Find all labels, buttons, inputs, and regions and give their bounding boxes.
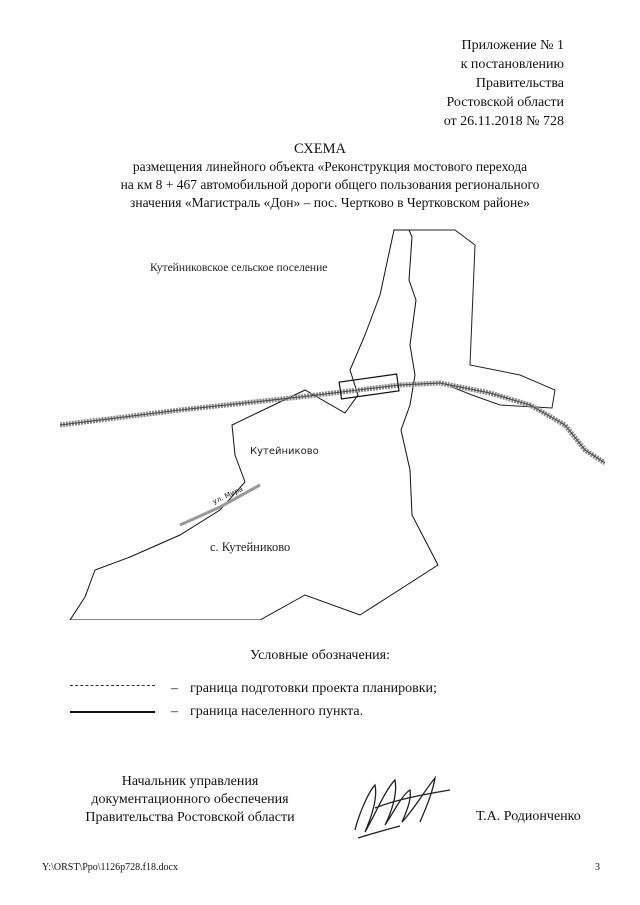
- title-line-2: на км 8 + 467 автомобильной дороги общего пользования регионального: [120, 177, 540, 192]
- document-title: [0, 140, 640, 212]
- title-line-1: размещения линейного объекта «Реконструкция мостового перехода: [132, 159, 528, 174]
- settlement-area-label: Кутейниковское сельское поселение: [150, 262, 328, 274]
- signatory-position: [70, 773, 310, 827]
- legend-text: граница населенного пункта.: [190, 704, 364, 719]
- street-line: [180, 485, 260, 525]
- legend-item-settlement-boundary: [70, 704, 363, 720]
- street-label: ул. Мира: [211, 484, 245, 506]
- appendix-header: [364, 36, 564, 131]
- title-heading: СХЕМА: [294, 141, 346, 157]
- title-line-3: значения «Магистраль «Дон» – пос. Чертково в Чертковском районе»: [130, 195, 530, 210]
- appendix-line-4: Ростовской области: [446, 95, 564, 110]
- signatory-line-2: документационного обеспечения: [91, 792, 289, 807]
- legend-separator: –: [171, 704, 178, 719]
- scheme-map: [60, 225, 605, 620]
- settlement-boundary-line: [70, 230, 438, 620]
- solid-line-symbol: [70, 711, 155, 713]
- footer-file-path: Y:\ORST\Ppo\1126p728.f18.docx: [42, 862, 178, 873]
- highway-road: [60, 383, 605, 463]
- village-label: Кутейниково: [250, 446, 319, 457]
- handwritten-signature: [340, 760, 460, 845]
- legend-text: граница подготовки проекта планировки;: [190, 681, 437, 696]
- signatory-line-1: Начальник управления: [121, 774, 259, 789]
- signatory-name: Т.А. Родионченко: [476, 809, 581, 824]
- village-name-label: с. Кутейниково: [210, 540, 291, 554]
- signatory-line-3: Правительства Ростовской области: [85, 810, 295, 825]
- map-drawing: [60, 225, 605, 620]
- appendix-line-1: Приложение № 1: [461, 38, 564, 53]
- legend-separator: –: [171, 681, 178, 696]
- appendix-line-5: от 26.11.2018 № 728: [443, 114, 564, 129]
- legend-title: Условные обозначения:: [249, 648, 391, 663]
- appendix-line-3: Правительства: [475, 76, 564, 91]
- legend-item-planning-boundary: [70, 681, 437, 697]
- appendix-line-2: к постановлению: [460, 57, 564, 72]
- footer-page-number: 3: [595, 862, 600, 873]
